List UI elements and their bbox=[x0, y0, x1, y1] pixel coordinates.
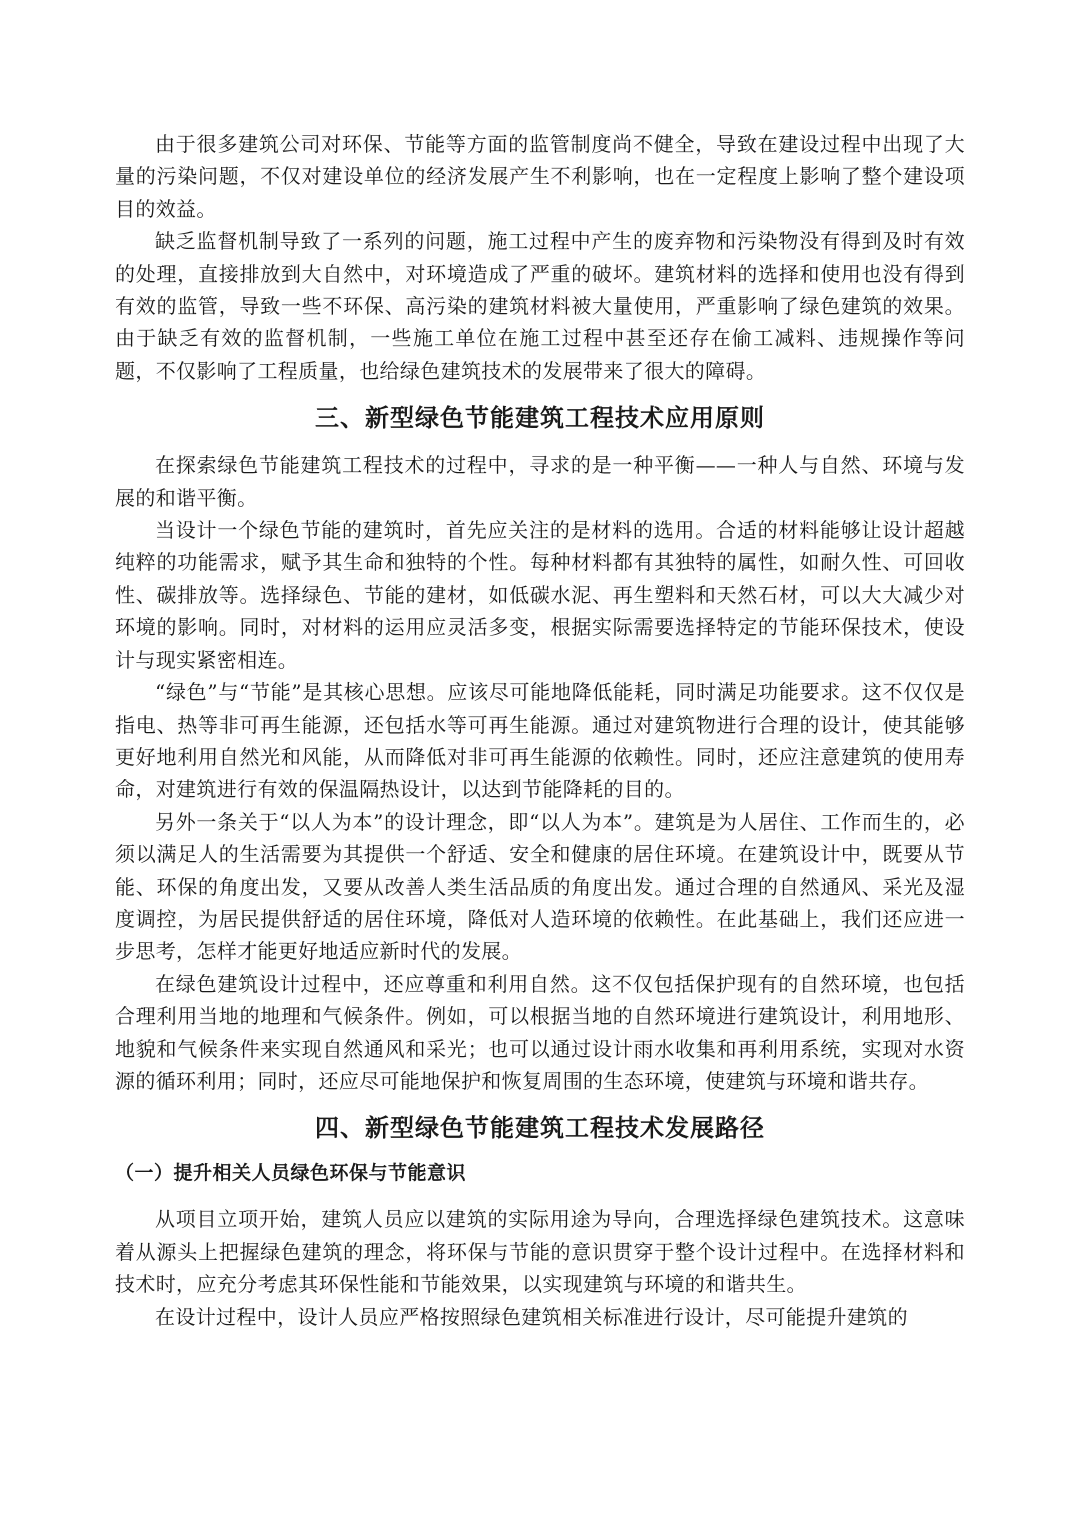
paragraph-design-process: 在设计过程中，设计人员应严格按照绿色建筑相关标准进行设计，尽可能提升建筑的 bbox=[155, 1304, 908, 1329]
paragraph-project-initiation: 从项目立项开始，建筑人员应以建筑的实际用途为导向，合理选择绿色建筑技术。这意味着从源头上把握绿色建筑的理念，将环保与节能的意识贯穿于整个设计过程中。在选择材料和技术时，应充分考虑其环保性能和节能效果，以实现建筑与环境的和谐共生。 bbox=[115, 1207, 965, 1297]
paragraph-respect-nature: 在绿色建筑设计过程中，还应尊重和利用自然。这不仅包括保护现有的自然环境，也包括合理利用当地的地理和气候条件。例如，可以根据当地的自然环境进行建筑设计，利用地形、地貌和气候条件来实现自然通风和采光；也可以通过设计雨水收集和再利用系统，实现对水资源的循环利用；同时，还应尽可能地保护和恢复周围的生态环境，使建筑与环境和谐共存。 bbox=[115, 971, 965, 1093]
paragraph-balance: 在探索绿色节能建筑工程技术的过程中，寻求的是一种平衡——一种人与自然、环境与发展的和谐平衡。 bbox=[115, 453, 965, 510]
section-heading-development-path: 四、新型绿色节能建筑工程技术发展路径 bbox=[315, 1114, 765, 1143]
paragraph-green-energy-saving: “绿色”与“节能”是其核心思想。应该尽可能地降低能耗，同时满足功能要求。这不仅仅是指电、热等非可再生能源，还包括水等可再生能源。通过对建筑物进行合理的设计，使其能够更好地利用自然光和风能，从而降低对非可再生能源的依赖性。同时，还应注意建筑的使用寿命，对建筑进行有效的保温隔热设计，以达到节能降耗的目的。 bbox=[115, 680, 965, 802]
subsection-heading-awareness: （一）提升相关人员绿色环保与节能意识 bbox=[115, 1162, 467, 1185]
paragraph-lack-of-supervision: 缺乏监督机制导致了一系列的问题，施工过程中产生的废弃物和污染物没有得到及时有效的处理，直接排放到大自然中，对环境造成了严重的破坏。建筑材料的选择和使用也没有得到有效的监管，导致一些不环保、高污染的建筑材料被大量使用，严重影响了绿色建筑的效果。由于缺乏有效的监督机制，一些施工单位在施工过程中甚至还存在偷工减料、违规操作等问题，不仅影响了工程质量，也给绿色建筑技术的发展带来了很大的障碍。 bbox=[115, 229, 965, 383]
paragraph-materials: 当设计一个绿色节能的建筑时，首先应关注的是材料的选用。合适的材料能够让设计超越纯粹的功能需求，赋予其生命和独特的个性。每种材料都有其独特的属性，如耐久性、可回收性、碳排放等。选择绿色、节能的建材，如低碳水泥、再生塑料和天然石材，可以大大减少对环境的影响。同时，对材料的运用应灵活多变，根据实际需要选择特定的节能环保技术，使设计与现实紧密相连。 bbox=[115, 518, 965, 672]
section-heading-principles: 三、新型绿色节能建筑工程技术应用原则 bbox=[315, 404, 765, 433]
paragraph-supervision-system: 由于很多建筑公司对环保、节能等方面的监管制度尚不健全，导致在建设过程中出现了大量的污染问题，不仅对建设单位的经济发展产生不利影响，也在一定程度上影响了整个建设项目的效益。 bbox=[115, 132, 965, 221]
document-page bbox=[115, 128, 965, 1333]
paragraph-people-oriented: 另外一条关于“以人为本”的设计理念，即“以人为本”。建筑是为人居住、工作而生的，必须以满足人的生活需要为其提供一个舒适、安全和健康的居住环境。在建筑设计中，既要从节能、环保的角度出发，又要从改善人类生活品质的角度出发。通过合理的自然通风、采光及湿度调控，为居民提供舒适的居住环境，降低对人造环境的依赖性。在此基础上，我们还应进一步思考，怎样才能更好地适应新时代的发展。 bbox=[115, 809, 965, 964]
